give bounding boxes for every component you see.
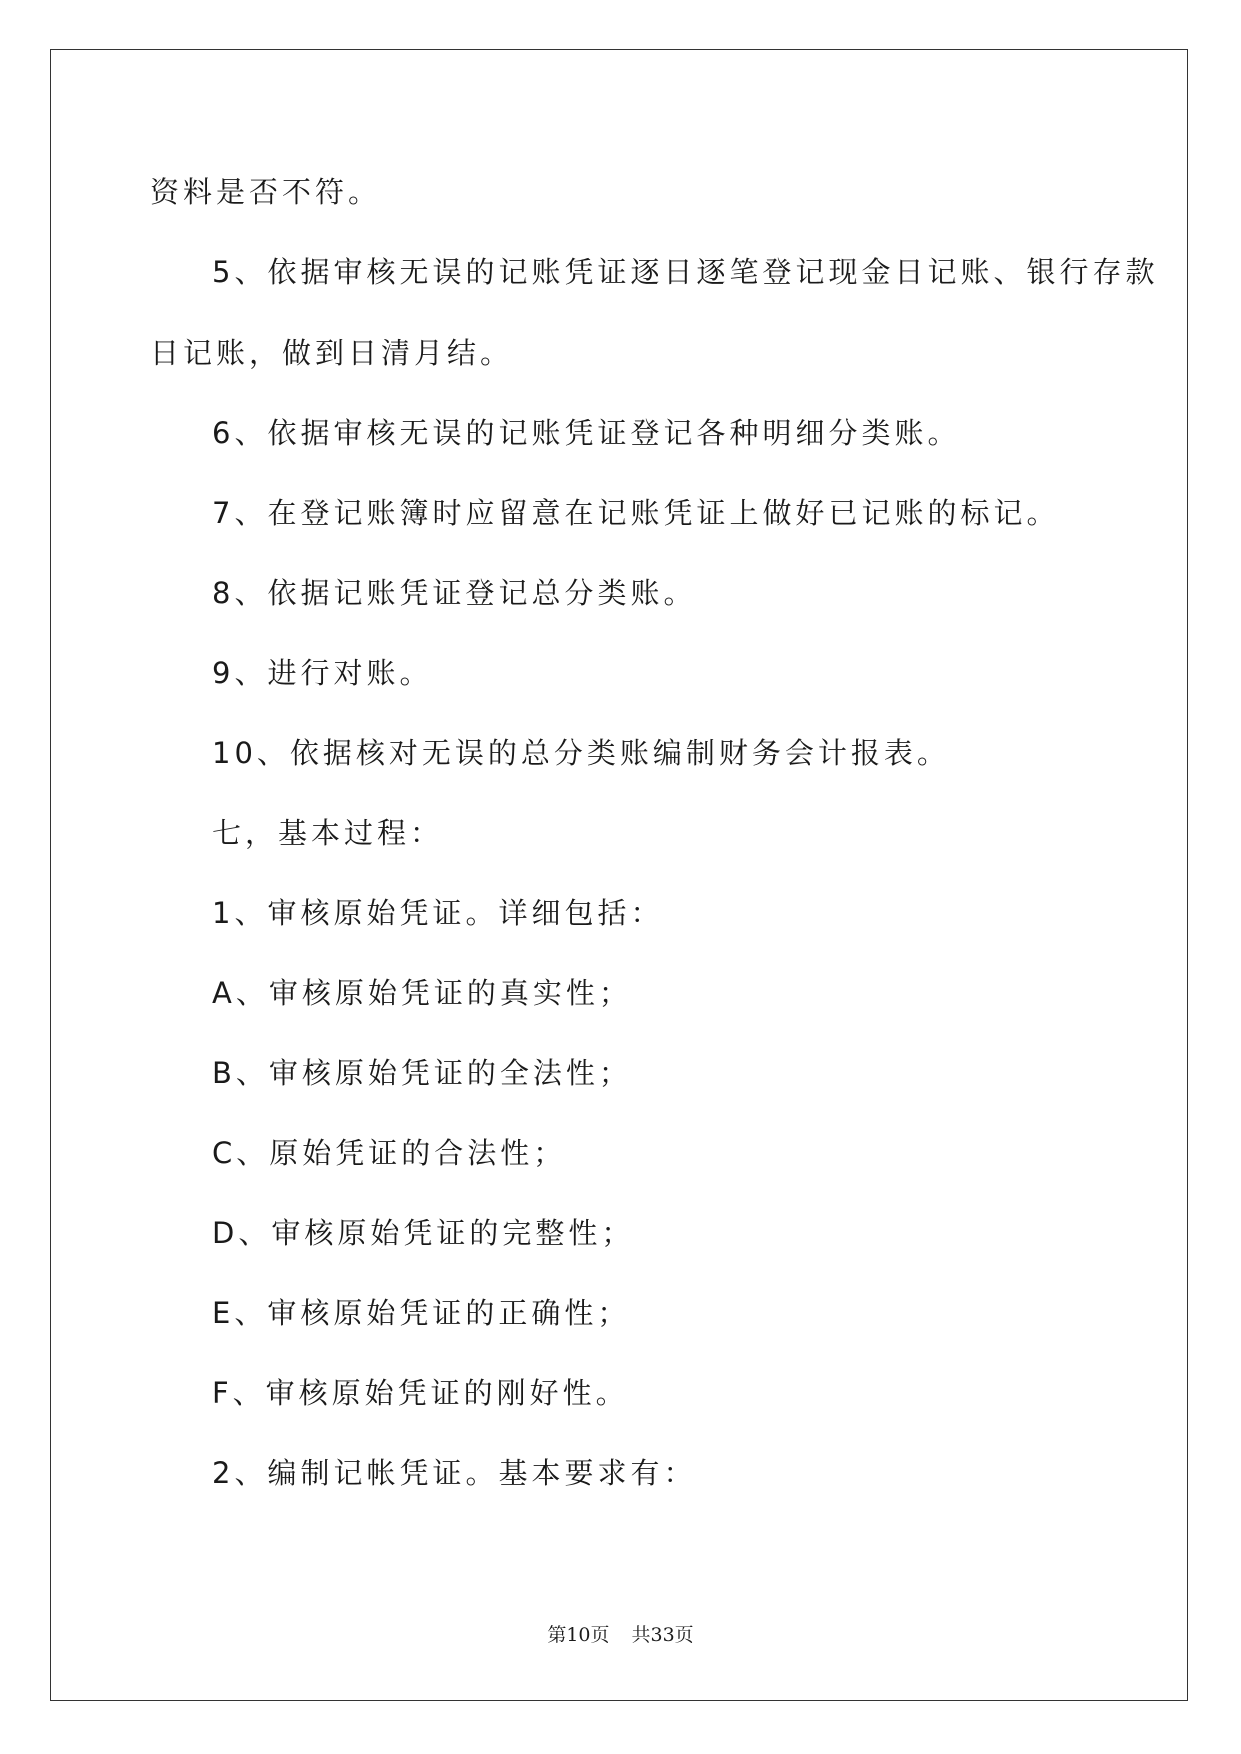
list-item: D、审核原始凭证的完整性； xyxy=(212,1216,635,1250)
section-heading: 七，基本过程： xyxy=(212,816,444,850)
page-number: 第10页 xyxy=(547,1624,610,1646)
list-item: A、审核原始凭证的真实性； xyxy=(212,976,632,1010)
paragraph-line: 10、依据核对无误的总分类账编制财务会计报表。 xyxy=(212,736,950,770)
paragraph-line: 7、在登记账簿时应留意在记账凭证上做好已记账的标记。 xyxy=(212,496,1060,530)
paragraph-line: 5、依据审核无误的记账凭证逐日逐笔登记现金日记账、银行存款 xyxy=(212,255,1159,289)
paragraph-line: 日记账，做到日清月结。 xyxy=(150,336,514,370)
paragraph-line: 9、进行对账。 xyxy=(212,656,433,690)
page-total: 共33页 xyxy=(631,1624,694,1646)
list-item: F、审核原始凭证的刚好性。 xyxy=(212,1376,629,1410)
paragraph-line: 2、编制记帐凭证。基本要求有： xyxy=(212,1456,697,1490)
paragraph-line: 资料是否不符。 xyxy=(150,175,382,209)
paragraph-line: 6、依据审核无误的记账凭证登记各种明细分类账。 xyxy=(212,416,961,450)
list-item: B、审核原始凭证的全法性； xyxy=(212,1056,632,1090)
paragraph-line: 1、审核原始凭证。详细包括： xyxy=(212,896,664,930)
paragraph-line: 8、依据记账凭证登记总分类账。 xyxy=(212,576,697,610)
list-item: C、原始凭证的合法性； xyxy=(212,1136,567,1170)
page-footer xyxy=(0,1620,1241,1647)
page-frame xyxy=(50,49,1188,1701)
list-item: E、审核原始凭证的正确性； xyxy=(212,1296,631,1330)
